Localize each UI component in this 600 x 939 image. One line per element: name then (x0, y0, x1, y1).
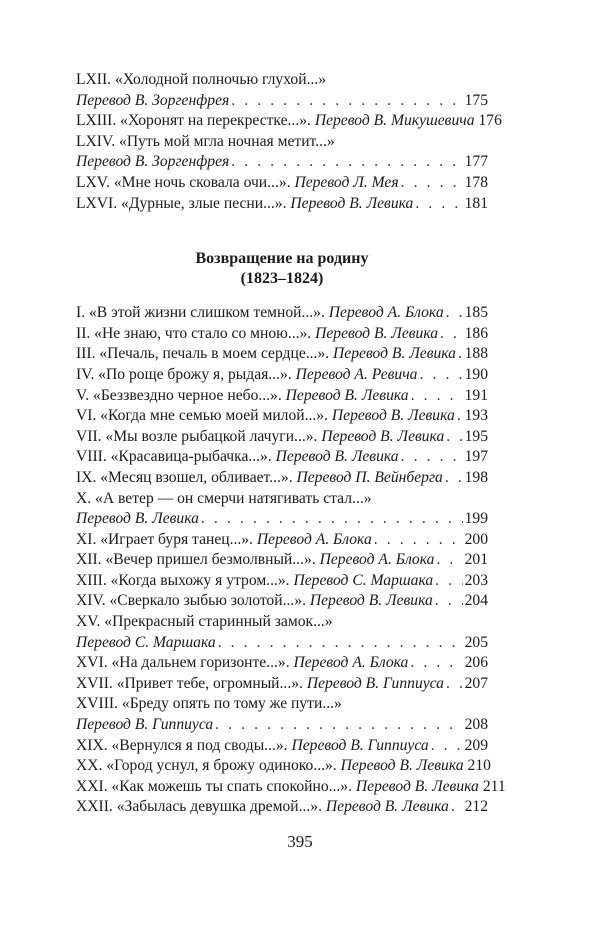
toc-entry (76, 303, 488, 324)
toc-entry-page: 203 (464, 571, 488, 589)
toc-entry-translator: Перевод Л. Мея (294, 173, 399, 191)
toc-entry-title: XV. «Прекрасный старинный замок...» (76, 613, 333, 631)
toc-entry (76, 797, 488, 818)
toc-leader-dots (419, 365, 462, 386)
toc-entry (76, 633, 488, 654)
toc-entry-translator: Перевод В. Левика (285, 386, 409, 404)
toc-entry (76, 674, 488, 695)
toc-leader-dots (431, 736, 463, 757)
toc-entry-title: III. «Печаль, печаль в моем сердце...». (76, 345, 334, 363)
toc-entry-text (76, 571, 433, 592)
toc-entry-text (76, 468, 443, 489)
toc-entry-translator: Перевод В. Левика (76, 510, 199, 528)
toc-entry (76, 152, 488, 173)
toc-entry-page: 199 (464, 510, 488, 528)
toc-entry (76, 194, 488, 215)
toc-entry-text (76, 653, 408, 674)
toc-entry (76, 550, 488, 571)
toc-entry-title: XVI. «На дальнем горизонте...». (76, 654, 294, 672)
toc-entry-page: 198 (464, 468, 488, 486)
toc-entry-page: 190 (464, 365, 488, 383)
toc-entry-page: 186 (464, 324, 488, 342)
toc-entry (76, 591, 488, 612)
toc-entry-translator: Перевод С. Маршака (76, 633, 216, 651)
toc-entry-text (76, 365, 417, 386)
toc-entry-title: IX. «Месяц взошел, обливает...». (76, 468, 297, 486)
toc-entry-translator: Перевод А. Блока (256, 530, 372, 548)
toc-entry-title: VII. «Мы возле рыбацкой лачуги...». (76, 427, 322, 445)
toc-entry-text (76, 344, 456, 365)
toc-entry (76, 386, 488, 407)
toc-entry (76, 468, 488, 489)
toc-entry-text (76, 447, 399, 468)
toc-entry-text (76, 736, 429, 757)
toc-entry-title: XII. «Вечер пришел безмолвный...». (76, 551, 320, 569)
toc-entry-title: XX. «Город уснул, я брожу одиноко...». (76, 757, 341, 775)
toc-entry-translator: Перевод А. Блока (328, 304, 444, 322)
toc-entry (76, 111, 502, 132)
toc-entry-page: 197 (464, 448, 488, 466)
toc-entry-title: XIX. «Вернулся я под своды...». (76, 736, 292, 754)
toc-entry-text (76, 550, 434, 571)
toc-entry-title: II. «Не знаю, что стало со мною...». (76, 324, 316, 342)
toc-entry-page: 211 (482, 777, 506, 795)
toc-entry-page: 206 (464, 654, 488, 672)
toc-entry-translator: Перевод С. Маршака (293, 571, 434, 589)
toc-entry (76, 653, 488, 674)
toc-entry-page: 185 (464, 304, 488, 322)
toc-leader-dots (446, 427, 462, 448)
toc-entry (76, 173, 488, 194)
toc-entry-title: LXVI. «Дурные, злые песни...». (76, 194, 291, 212)
toc-entry (76, 509, 488, 530)
toc-entry-translator: Перевод В. Микушевича (314, 112, 475, 130)
toc-entry (76, 344, 488, 365)
toc-entry-text (76, 406, 455, 427)
toc-entry-title: XI. «Играет буря танец...». (76, 530, 257, 548)
toc-entry-title: I. «В этой жизни слишком темной...». (76, 304, 329, 322)
toc-entry-translator: Перевод В. Левика (340, 757, 464, 775)
toc-entry-translator: Перевод В. Левика (355, 777, 479, 795)
toc-leader-dots (445, 468, 463, 489)
page-number: 395 (287, 832, 313, 851)
toc-leader-dots (401, 173, 463, 194)
toc-entry (76, 447, 488, 468)
toc-entry-page: 205 (464, 633, 488, 651)
toc-leader-dots (435, 591, 463, 612)
toc-leader-dots (401, 447, 463, 468)
toc-leader-dots (446, 303, 463, 324)
toc-entry-translator: Перевод А. Ревича (295, 365, 418, 383)
toc-entry-text (76, 303, 444, 324)
toc-leader-dots (215, 715, 462, 736)
toc-entry-page: 204 (464, 592, 488, 610)
table-of-contents (76, 70, 506, 818)
toc-entry (76, 736, 488, 757)
toc-leader-dots (457, 406, 463, 427)
toc-entry (76, 427, 488, 448)
toc-entry-title: XIV. «Сверкало зыбью золотой...». (76, 592, 310, 610)
toc-leader-dots (458, 344, 463, 365)
toc-entry-translator: Перевод А. Блока (319, 551, 435, 569)
toc-leader-dots (440, 324, 463, 345)
toc-entry-text (76, 591, 433, 612)
toc-entry-translator: Перевод В. Левика (321, 427, 445, 445)
toc-entry-page: 181 (464, 194, 488, 212)
toc-entry-page: 212 (464, 798, 488, 816)
section-years: (1823–1824) (240, 270, 324, 288)
toc-leader-dots (374, 530, 463, 551)
toc-entry-translator: Перевод В. Левика (290, 194, 414, 212)
toc-leader-dots (451, 797, 463, 818)
toc-entry-translator: Перевод П. Вейнберга (296, 468, 443, 486)
toc-entry-title: VIII. «Красавица-рыбачка...». (76, 448, 276, 466)
toc-entry-title: V. «Беззвездно черное небо...». (76, 386, 286, 404)
toc-entry-page: 207 (464, 674, 488, 692)
toc-entry-text (76, 756, 464, 777)
toc-entry-translator: Перевод В. Левика (309, 592, 433, 610)
toc-entry (76, 715, 488, 736)
toc-entry-translator: Перевод В. Гиппиуса (76, 716, 214, 734)
toc-entry-title: IV. «По роще брожу я, рыдая...». (76, 365, 296, 383)
toc-entry-translator: Перевод В. Гиппиуса (291, 736, 429, 754)
toc-entry-translator: Перевод В. Зоргенфрея (76, 153, 230, 171)
toc-entry (76, 324, 488, 345)
toc-entry-page: 177 (464, 153, 488, 171)
toc-entry-text (76, 386, 409, 407)
toc-entry (76, 571, 488, 592)
toc-entry-page: 188 (464, 345, 488, 363)
toc-leader-dots (436, 550, 462, 571)
toc-entry-title: LXII. «Холодной полночью глухой...» (76, 71, 327, 88)
toc-entry-title: VI. «Когда мне семью моей милой...». (76, 407, 332, 425)
toc-entry (76, 530, 488, 551)
toc-leader-dots (415, 194, 462, 215)
toc-entry-title: XVIII. «Бреду опять по тому же пути...» (76, 695, 342, 713)
toc-entry-page: 176 (478, 112, 502, 130)
toc-entry-page: 195 (464, 427, 488, 445)
toc-entry-page: 208 (464, 716, 488, 734)
toc-entry-translator: Перевод В. Зоргенфрея (76, 91, 230, 109)
toc-entry-title: LXIII. «Хоронят на перекрестке...». (76, 112, 315, 130)
toc-leader-dots (201, 509, 463, 530)
toc-entry (76, 777, 506, 798)
toc-entry-text (76, 324, 438, 345)
toc-entry-translator: Перевод В. Левика (331, 407, 455, 425)
toc-entry (76, 756, 491, 777)
toc-entry-translator: Перевод А. Блока (293, 654, 409, 672)
toc-leader-dots (411, 386, 463, 407)
toc-entry-title: XXI. «Как можешь ты спать спокойно...». (76, 777, 356, 795)
toc-entry-text (76, 173, 399, 194)
toc-entry-translator: Перевод В. Левика (333, 345, 456, 363)
toc-leader-dots (446, 674, 463, 695)
toc-entry-page: 191 (464, 386, 488, 404)
toc-block-top (76, 70, 502, 214)
toc-entry-title: LXIV. «Путь мой мгла ночная метит...» (76, 132, 335, 150)
toc-entry (76, 91, 488, 112)
toc-entry-text (76, 674, 444, 695)
toc-leader-dots (435, 571, 462, 592)
toc-entry-title: XXII. «Забылась девушка дремой...». (76, 798, 326, 816)
toc-leader-dots (231, 152, 462, 173)
toc-entry-text (76, 797, 449, 818)
toc-entry-text (76, 530, 372, 551)
toc-entry-translator: Перевод В. Гиппиуса (306, 674, 444, 692)
toc-entry-page: 210 (467, 757, 491, 775)
toc-entry-title: LXV. «Мне ночь сковала очи...». (76, 173, 295, 191)
section-title: Возвращение на родину (195, 250, 369, 268)
toc-entry-page: 178 (464, 173, 488, 191)
toc-leader-dots (218, 633, 463, 654)
toc-block-section (76, 303, 506, 818)
toc-entry-page: 201 (464, 551, 488, 569)
toc-entry-page: 193 (464, 407, 488, 425)
toc-entry-text (76, 111, 475, 132)
toc-entry-translator: Перевод В. Левика (275, 448, 399, 466)
toc-entry-text (76, 194, 413, 215)
toc-entry-translator: Перевод В. Левика (315, 324, 439, 342)
toc-entry-page: 209 (464, 736, 488, 754)
toc-entry (76, 406, 488, 427)
toc-entry-title: XVII. «Привет тебе, огромный...». (76, 674, 307, 692)
toc-entry-page: 175 (464, 91, 488, 109)
toc-entry (76, 365, 488, 386)
toc-entry-translator: Перевод В. Левика (325, 798, 449, 816)
toc-leader-dots (231, 91, 462, 112)
toc-entry-page: 200 (464, 530, 488, 548)
toc-entry-text (76, 427, 444, 448)
toc-entry-title: X. «А ветер — он смерчи натягивать стал...» (76, 489, 372, 507)
toc-entry-text (76, 777, 479, 798)
toc-entry-title: XIII. «Когда выхожу я утром...». (76, 571, 294, 589)
toc-leader-dots (410, 653, 462, 674)
